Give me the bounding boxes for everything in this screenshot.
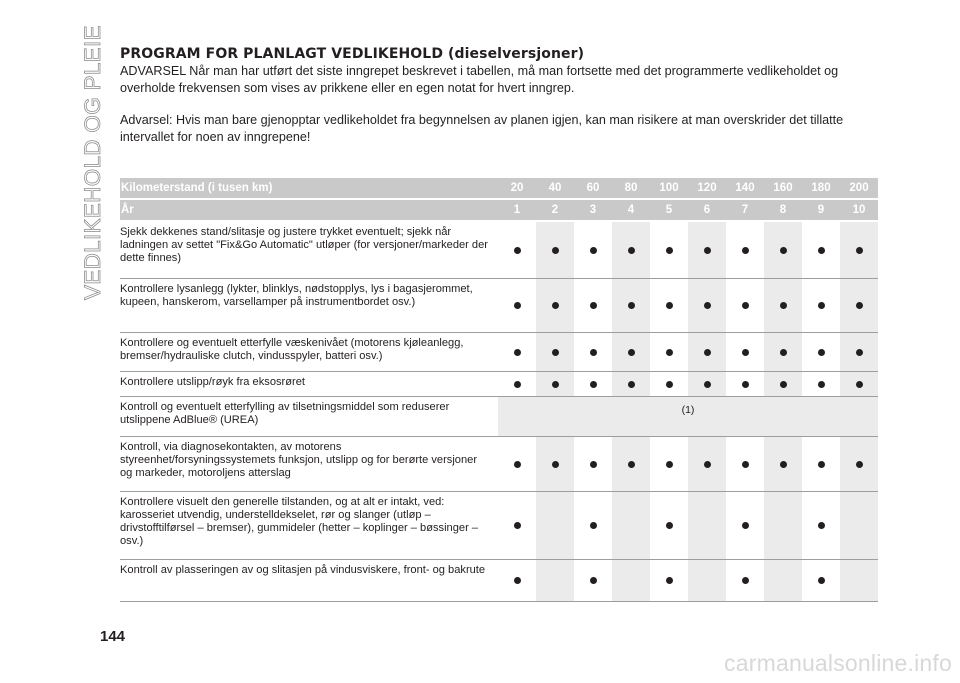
intro-warning-text: ADVARSEL Når man har utført det siste inngrepet beskrevet i tabellen, må man fortsette med det programmerte vedlikeholdet og overholde frekvensen som vises av prikkene eller en egen notat for hvert inngrep. xyxy=(120,64,839,95)
interval-cell xyxy=(574,559,612,601)
interval-cell xyxy=(802,221,840,278)
interval-cell xyxy=(498,436,536,491)
service-dot-icon xyxy=(856,349,863,356)
interval-cell xyxy=(726,371,764,396)
operation-description: Kontroll og eventuelt etterfylling av tilsetningsmiddel som reduserer utslippene AdBlue® (UREA) xyxy=(120,396,498,436)
interval-cell xyxy=(726,491,764,559)
service-dot-icon xyxy=(590,461,597,468)
table-row xyxy=(120,221,878,278)
interval-cell xyxy=(498,491,536,559)
service-dot-icon xyxy=(666,461,673,468)
interval-cell xyxy=(650,371,688,396)
interval-cell xyxy=(802,371,840,396)
service-dot-icon xyxy=(666,247,673,254)
interval-cell xyxy=(498,371,536,396)
table-row xyxy=(120,559,878,601)
section-side-title: VEDLIKEHOLD OG PLEIE xyxy=(80,25,105,300)
interval-cell xyxy=(726,278,764,332)
service-dot-icon xyxy=(552,381,559,388)
year-header-cell: 10 xyxy=(840,199,878,221)
service-dot-icon xyxy=(666,349,673,356)
interval-cell xyxy=(498,278,536,332)
km-header-cell: 20 xyxy=(498,178,536,199)
interval-cell xyxy=(802,436,840,491)
interval-cell xyxy=(802,559,840,601)
interval-cell xyxy=(688,332,726,371)
interval-cell xyxy=(802,491,840,559)
interval-note: (1) xyxy=(498,396,878,436)
interval-cell xyxy=(726,559,764,601)
service-dot-icon xyxy=(514,461,521,468)
interval-cell xyxy=(650,436,688,491)
year-header-cell: 6 xyxy=(688,199,726,221)
service-dot-icon xyxy=(552,349,559,356)
service-dot-icon xyxy=(552,461,559,468)
restart-warning-text: Advarsel: Hvis man bare gjenopptar vedlikeholdet fra begynnelsen av planen igjen, kan man risikere at man overskrider det tillatte intervallet for noen av inngrepene! xyxy=(120,113,844,144)
km-header-cell: 80 xyxy=(612,178,650,199)
km-header-cell: 180 xyxy=(802,178,840,199)
service-dot-icon xyxy=(666,302,673,309)
interval-cell xyxy=(688,491,726,559)
service-dot-icon xyxy=(856,302,863,309)
operation-description: Kontrollere utslipp/røyk fra eksosrøret xyxy=(120,371,498,396)
interval-cell xyxy=(612,436,650,491)
km-header-cell: 100 xyxy=(650,178,688,199)
interval-cell xyxy=(574,332,612,371)
service-dot-icon xyxy=(514,577,521,584)
interval-cell xyxy=(612,332,650,371)
service-dot-icon xyxy=(704,349,711,356)
service-dot-icon xyxy=(628,381,635,388)
table-row xyxy=(120,436,878,491)
service-dot-icon xyxy=(628,461,635,468)
interval-cell xyxy=(650,559,688,601)
service-dot-icon xyxy=(514,381,521,388)
interval-cell xyxy=(764,436,802,491)
service-dot-icon xyxy=(704,381,711,388)
interval-cell xyxy=(802,278,840,332)
operation-description: Kontrollere visuelt den generelle tilstanden, og at alt er intakt, ved: karosseriet utvendig, understelldekselet, rør og slanger (utløp – drivstofftilførsel – bremser), gummideler (hetter – koplinger – bøssinger – osv.) xyxy=(120,491,498,559)
service-dot-icon xyxy=(552,302,559,309)
operation-description: Sjekk dekkenes stand/slitasje og justere trykket eventuelt; sjekk når ladningen av settet "Fix&Go Automatic" utløper (for versjoner/markeder der dette finnes) xyxy=(120,221,498,278)
interval-cell xyxy=(726,221,764,278)
interval-cell xyxy=(536,332,574,371)
interval-cell xyxy=(764,371,802,396)
year-header-row xyxy=(120,199,878,221)
service-dot-icon xyxy=(856,461,863,468)
service-dot-icon xyxy=(742,381,749,388)
interval-cell xyxy=(840,332,878,371)
operation-description: Kontrollere og eventuelt etterfylle væskenivået (motorens kjøleanlegg, bremser/hydrauliske clutch, vindusspyler, batteri osv.) xyxy=(120,332,498,371)
interval-cell xyxy=(840,559,878,601)
service-dot-icon xyxy=(514,302,521,309)
interval-cell xyxy=(612,278,650,332)
km-header-row xyxy=(120,178,878,199)
interval-cell xyxy=(650,221,688,278)
service-dot-icon xyxy=(514,522,521,529)
service-dot-icon xyxy=(818,577,825,584)
year-header-cell: 7 xyxy=(726,199,764,221)
interval-cell xyxy=(574,278,612,332)
operation-description: Kontroll, via diagnosekontakten, av motorens styreenhet/forsyningssystemets funksjon, utslipp og for berørte versjoner og markeder, motoroljens atterslag xyxy=(120,436,498,491)
service-dot-icon xyxy=(628,302,635,309)
service-dot-icon xyxy=(742,522,749,529)
service-dot-icon xyxy=(514,247,521,254)
service-dot-icon xyxy=(742,247,749,254)
service-dot-icon xyxy=(590,381,597,388)
interval-cell xyxy=(802,332,840,371)
service-dot-icon xyxy=(742,349,749,356)
interval-cell xyxy=(536,278,574,332)
interval-cell xyxy=(764,221,802,278)
km-header-cell: 60 xyxy=(574,178,612,199)
service-dot-icon xyxy=(780,247,787,254)
table-row xyxy=(120,371,878,396)
interval-cell xyxy=(764,491,802,559)
interval-cell xyxy=(840,371,878,396)
interval-cell xyxy=(840,221,878,278)
operation-description: Kontrollere lysanlegg (lykter, blinklys, nødstopplys, lys i bagasjerommet, kupeen, hanskerom, varsellamper på instrumentbordet osv.) xyxy=(120,278,498,332)
interval-cell xyxy=(612,221,650,278)
interval-cell xyxy=(840,436,878,491)
interval-cell xyxy=(612,371,650,396)
interval-cell xyxy=(726,436,764,491)
year-header-cell: 1 xyxy=(498,199,536,221)
service-dot-icon xyxy=(590,247,597,254)
service-dot-icon xyxy=(818,349,825,356)
service-dot-icon xyxy=(552,247,559,254)
service-dot-icon xyxy=(742,461,749,468)
service-dot-icon xyxy=(628,247,635,254)
interval-cell xyxy=(498,332,536,371)
interval-cell xyxy=(536,436,574,491)
km-header-cell: 200 xyxy=(840,178,878,199)
service-dot-icon xyxy=(742,577,749,584)
interval-cell xyxy=(688,278,726,332)
service-dot-icon xyxy=(856,381,863,388)
km-header-cell: 140 xyxy=(726,178,764,199)
interval-cell xyxy=(574,491,612,559)
service-dot-icon xyxy=(704,247,711,254)
service-dot-icon xyxy=(818,302,825,309)
interval-cell xyxy=(612,491,650,559)
service-dot-icon xyxy=(780,349,787,356)
year-header-cell: 9 xyxy=(802,199,840,221)
service-dot-icon xyxy=(666,381,673,388)
year-header-cell: 4 xyxy=(612,199,650,221)
service-dot-icon xyxy=(818,247,825,254)
interval-cell xyxy=(688,371,726,396)
year-header-cell: 8 xyxy=(764,199,802,221)
interval-cell xyxy=(764,332,802,371)
year-header-cell: 3 xyxy=(574,199,612,221)
table-row xyxy=(120,332,878,371)
interval-cell xyxy=(726,332,764,371)
service-dot-icon xyxy=(818,461,825,468)
page-heading: PROGRAM FOR PLANLAGT VEDLIKEHOLD (dieselversjoner) xyxy=(120,46,585,62)
interval-cell xyxy=(650,332,688,371)
interval-cell xyxy=(650,278,688,332)
service-dot-icon xyxy=(780,461,787,468)
table-row xyxy=(120,491,878,559)
operation-description: Kontroll av plasseringen av og slitasjen på vindusviskere, front- og bakrute xyxy=(120,559,498,601)
table-row xyxy=(120,396,878,436)
km-header-cell: 160 xyxy=(764,178,802,199)
interval-cell xyxy=(498,221,536,278)
page-number: 144 xyxy=(100,628,126,645)
service-dot-icon xyxy=(818,381,825,388)
service-dot-icon xyxy=(514,349,521,356)
service-dot-icon xyxy=(666,577,673,584)
service-dot-icon xyxy=(818,522,825,529)
service-dot-icon xyxy=(590,522,597,529)
service-dot-icon xyxy=(590,349,597,356)
interval-cell xyxy=(840,491,878,559)
interval-cell xyxy=(536,371,574,396)
km-header-cell: 120 xyxy=(688,178,726,199)
schedule-body xyxy=(120,221,878,601)
km-header-cell: 40 xyxy=(536,178,574,199)
interval-cell xyxy=(688,221,726,278)
interval-cell xyxy=(688,559,726,601)
footer-watermark: carmanualsonline.info xyxy=(724,650,952,676)
service-dot-icon xyxy=(856,247,863,254)
interval-cell xyxy=(536,559,574,601)
year-header-label: År xyxy=(120,199,498,221)
interval-cell xyxy=(840,278,878,332)
service-dot-icon xyxy=(628,349,635,356)
table-row xyxy=(120,278,878,332)
service-dot-icon xyxy=(704,302,711,309)
interval-cell xyxy=(764,278,802,332)
year-header-cell: 5 xyxy=(650,199,688,221)
interval-cell xyxy=(650,491,688,559)
service-dot-icon xyxy=(780,381,787,388)
maintenance-schedule-table xyxy=(120,178,878,602)
interval-cell xyxy=(498,559,536,601)
interval-cell xyxy=(574,371,612,396)
year-header-cell: 2 xyxy=(536,199,574,221)
interval-cell xyxy=(612,559,650,601)
interval-cell xyxy=(764,559,802,601)
service-dot-icon xyxy=(742,302,749,309)
km-header-label: Kilometerstand (i tusen km) xyxy=(120,178,498,199)
interval-cell xyxy=(574,436,612,491)
interval-cell xyxy=(688,436,726,491)
service-dot-icon xyxy=(666,522,673,529)
interval-cell xyxy=(536,221,574,278)
service-dot-icon xyxy=(780,302,787,309)
interval-cell xyxy=(574,221,612,278)
interval-cell xyxy=(536,491,574,559)
page-content xyxy=(120,45,878,145)
service-dot-icon xyxy=(590,302,597,309)
service-dot-icon xyxy=(590,577,597,584)
service-dot-icon xyxy=(704,461,711,468)
